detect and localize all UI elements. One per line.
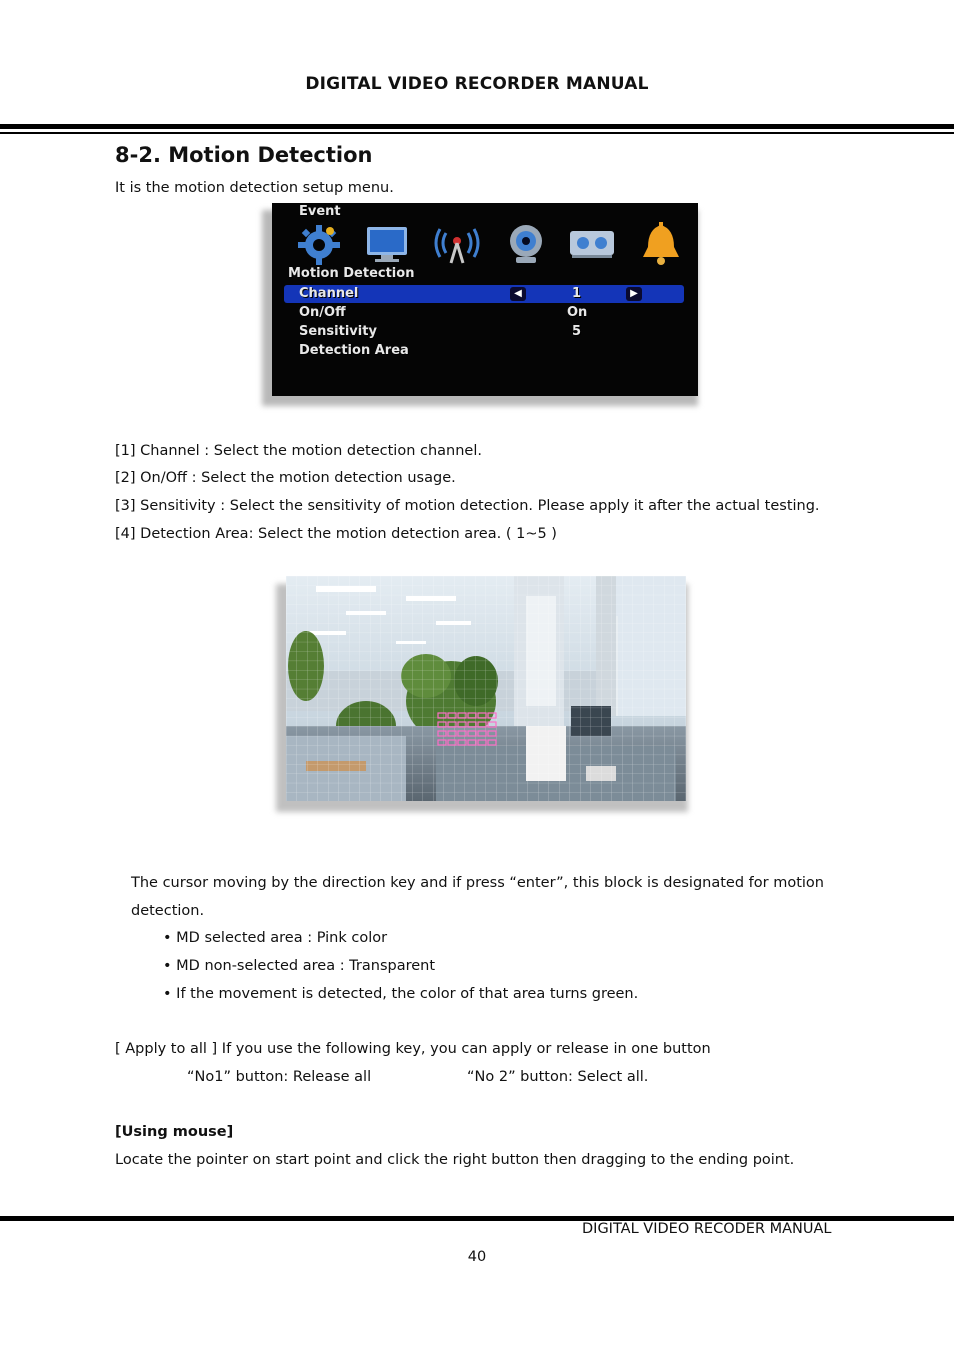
- item-sensitivity-description: [3] Sensitivity : Select the sensitivity of motion detection. Please apply it after the actual testing.: [115, 498, 820, 514]
- cursor-description-line2: detection.: [131, 903, 205, 919]
- apply-all-description: [ Apply to all ] If you use the following key, you can apply or release in one button: [115, 1041, 711, 1057]
- section-title: 8-2. Motion Detection: [115, 143, 373, 167]
- channel-right-arrow-icon[interactable]: ▶: [626, 287, 642, 301]
- menu-row-onoff-label[interactable]: On/Off: [299, 305, 346, 320]
- gear-icon: [294, 221, 344, 267]
- header-rule-thick: [0, 124, 954, 129]
- webcam-icon: [504, 221, 548, 267]
- motion-detection-menu-screenshot: [272, 203, 698, 396]
- header-rule-thin: [0, 132, 954, 134]
- menu-row-channel-value[interactable]: 1: [572, 286, 582, 301]
- bullet-selected-area: • MD selected area : Pink color: [163, 930, 388, 946]
- menu-icon-row: [272, 221, 698, 269]
- no1-button-description: “No1” button: Release all: [187, 1069, 372, 1085]
- item-channel-description: [1] Channel : Select the motion detection channel.: [115, 443, 482, 459]
- menu-row-sensitivity-label[interactable]: Sensitivity: [299, 324, 377, 339]
- bullet-movement-detected: • If the movement is detected, the color of that area turns green.: [163, 986, 639, 1002]
- footer-title: DIGITAL VIDEO RECODER MANUAL: [582, 1221, 832, 1237]
- cursor-description-line1: The cursor moving by the direction key and if press “enter”, this block is designated for motion: [131, 875, 824, 891]
- menu-row-detection-area-label[interactable]: Detection Area: [299, 343, 409, 358]
- page-header-title: DIGITAL VIDEO RECORDER MANUAL: [305, 74, 649, 94]
- item-onoff-description: [2] On/Off : Select the motion detection usage.: [115, 470, 456, 486]
- menu-event-label: Event: [299, 204, 341, 219]
- alarm-bell-icon: [638, 221, 684, 267]
- using-mouse-heading: [Using mouse]: [115, 1124, 234, 1140]
- channel-left-arrow-icon[interactable]: ◀: [510, 287, 526, 301]
- section-intro: It is the motion detection setup menu.: [115, 180, 394, 196]
- menu-row-channel-label[interactable]: Channel: [299, 286, 359, 301]
- wireless-icon: [432, 221, 482, 267]
- detection-area-photo: [286, 576, 686, 801]
- using-mouse-description: Locate the pointer on start point and click the right button then dragging to the ending point.: [115, 1152, 795, 1168]
- monitor-icon: [364, 221, 410, 267]
- office-scene-image: [286, 576, 686, 801]
- page-number: 40: [467, 1249, 487, 1265]
- item-detection-area-description: [4] Detection Area: Select the motion detection area. ( 1~5 ): [115, 526, 557, 542]
- bullet-non-selected-area: • MD non-selected area : Transparent: [163, 958, 436, 974]
- no2-button-description: “No 2” button: Select all.: [467, 1069, 649, 1085]
- menu-heading: Motion Detection: [288, 266, 415, 281]
- menu-row-onoff-value[interactable]: On: [567, 305, 588, 320]
- recorder-icon: [568, 221, 616, 267]
- menu-row-sensitivity-value[interactable]: 5: [572, 324, 582, 339]
